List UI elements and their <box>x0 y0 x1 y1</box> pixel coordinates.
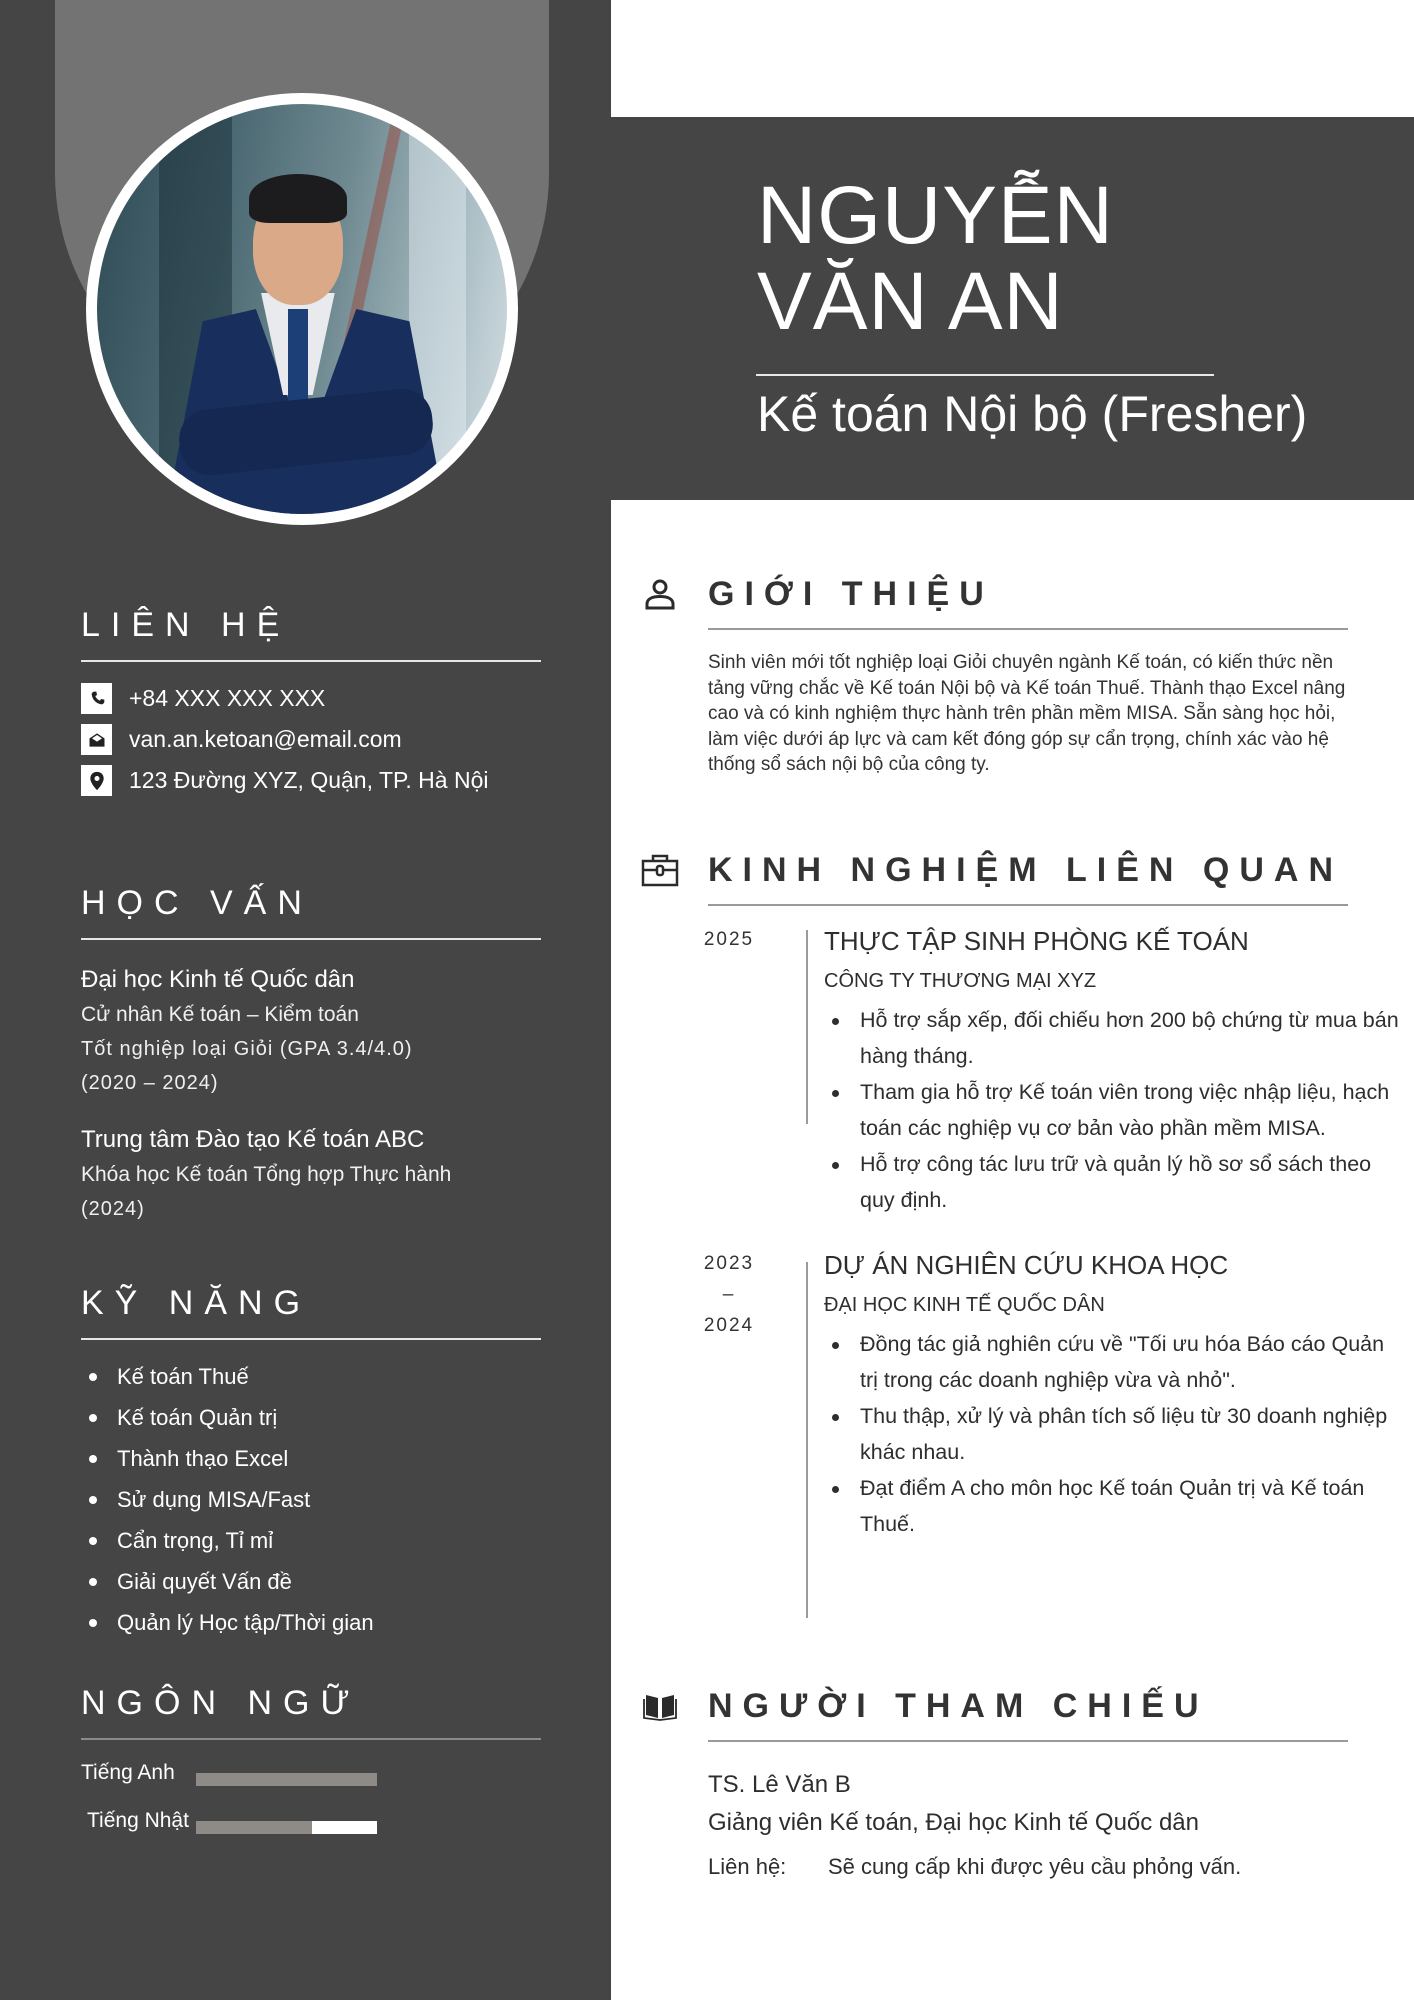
education-period: (2020 – 2024) <box>81 1072 219 1094</box>
experience-bullets <box>824 1326 1404 1542</box>
skills-divider <box>81 1338 541 1340</box>
name-header <box>611 117 1414 500</box>
experience-bullet: Đạt điểm A cho môn học Kế toán Quản trị và Kế toán Thuế. <box>824 1470 1404 1542</box>
reference-name: TS. Lê Văn B <box>708 1771 851 1798</box>
languages-divider <box>81 1738 541 1740</box>
language-english <box>81 1758 541 1806</box>
skill-item: Kế toán Thuế <box>89 1356 541 1397</box>
experience-role: DỰ ÁN NGHIÊN CỨU KHOA HỌC <box>824 1250 1229 1280</box>
experience-bullet: Hỗ trợ sắp xếp, đối chiếu hơn 200 bộ chứng từ mua bán hàng tháng. <box>824 1002 1404 1074</box>
phone-number[interactable]: +84 XXX XXX XXX <box>129 685 326 711</box>
experience-bullets <box>824 1002 1404 1218</box>
email-address[interactable]: van.an.ketoan@email.com <box>129 726 402 752</box>
skill-item: Cẩn trọng, Tỉ mỉ <box>89 1520 541 1561</box>
briefcase-icon <box>640 850 680 890</box>
skills-section <box>81 1286 541 1643</box>
experience-date: 2025 <box>703 929 755 950</box>
full-name <box>757 170 1114 347</box>
experience-bullet: Đồng tác giả nghiên cứu về "Tối ưu hóa Báo cáo Quản trị trong các doanh nghiệp vừa và nhỏ". <box>824 1326 1404 1398</box>
reference-role: Giảng viên Kế toán, Đại học Kinh tế Quốc dân <box>708 1809 1199 1836</box>
address: 123 Đường XYZ, Quận, TP. Hà Nội <box>129 767 489 793</box>
languages-title: NGÔN NGỮ <box>81 1684 361 1722</box>
user-icon <box>640 574 680 614</box>
references-divider <box>708 1740 1348 1742</box>
intro-title: GIỚI THIỆU <box>708 574 994 613</box>
skill-item: Kế toán Quản trị <box>89 1397 541 1438</box>
education-school: Đại học Kinh tế Quốc dân <box>81 966 355 993</box>
contact-address <box>81 760 541 801</box>
education-section <box>81 886 541 1226</box>
profile-photo-frame <box>86 93 518 525</box>
education-item <box>81 1122 541 1226</box>
open-book-icon <box>640 1686 680 1726</box>
skills-list <box>81 1356 541 1643</box>
education-school: Trung tâm Đào tạo Kế toán ABC <box>81 1126 425 1153</box>
contact-email <box>81 719 541 760</box>
reference-contact <box>708 1850 1348 1884</box>
experience-bullet: Thu thập, xử lý và phân tích số liệu từ 30 doanh nghiệp khác nhau. <box>824 1398 1404 1470</box>
skill-item: Quản lý Học tập/Thời gian <box>89 1602 541 1643</box>
experience-section <box>640 848 1399 1536</box>
timeline-line <box>806 930 808 1124</box>
reference-contact-value: Sẽ cung cấp khi được yêu cầu phỏng vấn. <box>828 1854 1242 1879</box>
skill-item: Thành thạo Excel <box>89 1438 541 1479</box>
contact-phone <box>81 678 541 719</box>
education-degree: Khóa học Kế toán Tổng hợp Thực hành <box>81 1163 452 1186</box>
languages-section <box>81 1686 541 1854</box>
education-honor: Tốt nghiệp loại Giỏi (GPA 3.4/4.0) <box>81 1038 413 1060</box>
language-level-bar <box>196 1773 377 1786</box>
contact-divider <box>81 660 541 662</box>
education-divider <box>81 938 541 940</box>
education-item <box>81 962 541 1100</box>
experience-organization: ĐẠI HỌC KINH TẾ QUỐC DÂN <box>824 1294 1105 1316</box>
education-degree: Cử nhân Kế toán – Kiểm toán <box>81 1003 359 1026</box>
experience-organization: CÔNG TY THƯƠNG MẠI XYZ <box>824 970 1097 992</box>
education-period: (2024) <box>81 1198 145 1220</box>
references-title: NGƯỜI THAM CHIẾU <box>708 1686 1209 1725</box>
references-section <box>640 1684 1348 1884</box>
header-divider <box>756 374 1214 376</box>
profile-photo <box>97 104 507 514</box>
language-label: Tiếng Nhật <box>87 1809 189 1832</box>
language-level-fill <box>196 1773 377 1786</box>
reference-contact-label: Liên hệ: <box>708 1854 787 1879</box>
sidebar <box>0 0 611 2000</box>
language-japanese <box>81 1806 541 1854</box>
experience-title: KINH NGHIỆM LIÊN QUAN <box>708 850 1343 889</box>
intro-section <box>640 572 1348 778</box>
name-line-2: VĂN AN <box>757 256 1064 347</box>
language-label: Tiếng Anh <box>81 1761 175 1784</box>
experience-divider <box>708 904 1348 906</box>
intro-text: Sinh viên mới tốt nghiệp loại Giỏi chuyên ngành Kế toán, có kiến thức nền tảng vững chắc về Kế toán Nội bộ và Kế toán Thuế. Thành thạo Excel nâng cao và có kinh nghiệm thực hành trên phần mềm MISA. Sẵn sàng học hỏi, làm việc dưới áp lực và cam kết đóng góp sự cẩn trọng, chính xác vào hệ thống sổ sách nội bộ của công ty. <box>708 652 1346 776</box>
experience-bullet: Tham gia hỗ trợ Kế toán viên trong việc nhập liệu, hạch toán các nghiệp vụ cơ bản vào phần mềm MISA. <box>824 1074 1404 1146</box>
contact-section <box>81 608 541 801</box>
contact-title: LIÊN HỆ <box>81 606 291 644</box>
skills-title: KỸ NĂNG <box>81 1284 312 1322</box>
experience-role: THỰC TẬP SINH PHÒNG KẾ TOÁN <box>824 926 1249 956</box>
name-line-1: NGUYỄN <box>757 170 1114 261</box>
intro-divider <box>708 628 1348 630</box>
experience-date: 2023 – 2024 <box>703 1253 755 1336</box>
map-pin-icon <box>81 765 112 796</box>
job-title: Kế toán Nội bộ (Fresher) <box>757 386 1308 442</box>
language-level-bar <box>196 1821 377 1834</box>
language-level-fill <box>196 1821 312 1834</box>
envelope-open-icon <box>81 724 112 755</box>
education-title: HỌC VẤN <box>81 884 313 922</box>
skill-item: Sử dụng MISA/Fast <box>89 1479 541 1520</box>
phone-icon <box>81 683 112 714</box>
skill-item: Giải quyết Vấn đề <box>89 1561 541 1602</box>
timeline-line <box>806 1262 808 1618</box>
experience-bullet: Hỗ trợ công tác lưu trữ và quản lý hồ sơ sổ sách theo quy định. <box>824 1146 1404 1218</box>
